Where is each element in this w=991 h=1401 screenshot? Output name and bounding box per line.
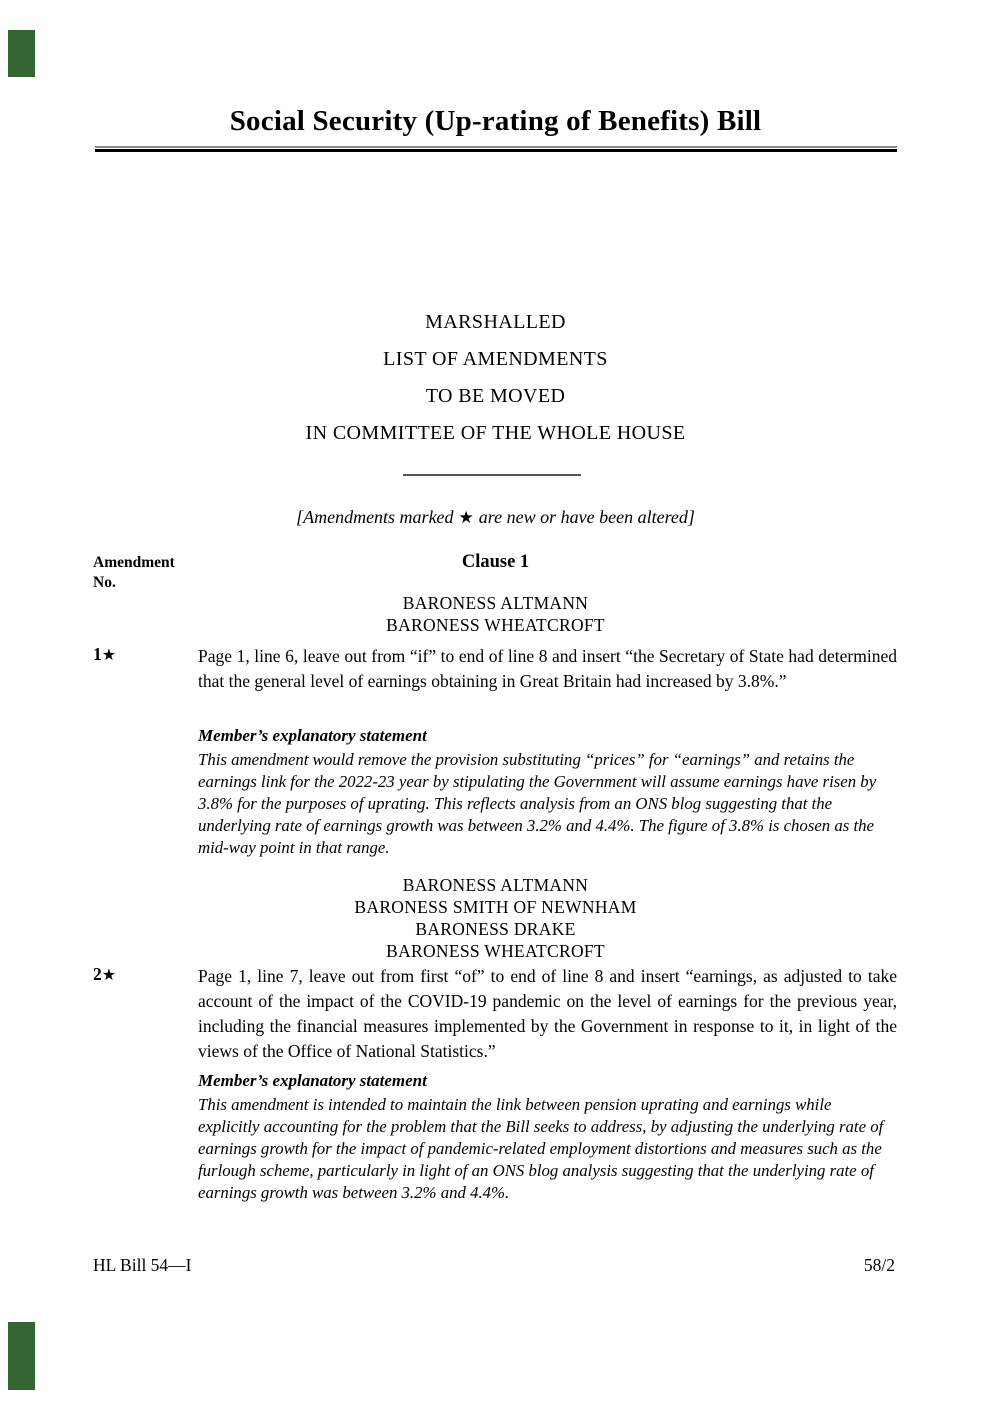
amendment-2-explanatory-heading: Member’s explanatory statement <box>198 1071 427 1090</box>
amendment-1-text: Page 1, line 6, leave out from “if” to end of line 8 and insert “the Secretary of State had determined that the general level of earnings obtaining in Great Britain had increased by 3.8%.” <box>198 646 897 691</box>
title-rule-thin-line <box>95 146 897 148</box>
new-amendment-star-icon: ★ <box>101 967 117 984</box>
sponsor-name: BARONESS DRAKE <box>415 919 576 939</box>
heading-list-of-amendments: LIST OF AMENDMENTS <box>383 348 608 370</box>
star-note-suffix: are new or have been altered] <box>478 507 695 527</box>
sponsor-name: BARONESS ALTMANN <box>402 593 589 613</box>
amendment-2-explanatory-text: This amendment is intended to maintain the link between pension uprating and earnings while explicitly accounting for the problem that the Bill seeks to address, by adjusting the underlying rate of earnings growth for the impact of pandemic-related employment distortions and measures such as the furlough scheme, particularly in light of an ONS blog analysis suggesting that the underlying rate of earnings growth was between 3.2% and 4.4%. <box>198 1095 884 1202</box>
session-reference: 58/2 <box>863 1255 895 1275</box>
amendment-label-line1: Amendment <box>93 554 175 571</box>
star-note-prefix: [Amendments marked <box>296 507 454 527</box>
amendment-2-sponsors <box>0 874 991 962</box>
bill-reference: HL Bill 54—I <box>93 1255 192 1275</box>
amendment-label-line2: No. <box>93 574 116 591</box>
clause-heading: Clause 1 <box>461 552 530 572</box>
title-double-rule <box>95 146 897 152</box>
amendment-1-number <box>93 644 116 665</box>
star-icon: ★ <box>458 508 474 527</box>
amendment-number-text: 2 <box>93 964 102 984</box>
sponsor-name: BARONESS WHEATCROFT <box>386 941 605 961</box>
heading-marshalled: MARSHALLED <box>425 311 566 333</box>
amendment-2-number <box>93 964 116 985</box>
heading-to-be-moved: TO BE MOVED <box>425 385 566 407</box>
document-headings <box>0 304 991 452</box>
amendment-2 <box>0 964 991 1064</box>
sponsor-name: BARONESS WHEATCROFT <box>386 615 605 635</box>
amendment-2-text: Page 1, line 7, leave out from first “of” to end of line 8 and insert “earnings, as adjusted to take account of the impact of the COVID-19 pandemic on the level of earnings for the previous year, including the financial measures implemented by the Government in response to it, in light of the views of the Office of National Statistics.” <box>198 966 897 1061</box>
section-divider-rule <box>403 474 581 476</box>
amendment-1-sponsors <box>0 592 991 636</box>
sponsor-name: BARONESS SMITH OF NEWNHAM <box>354 897 637 917</box>
bill-title: Social Security (Up-rating of Benefits) Bill <box>229 105 762 137</box>
new-amendment-star-icon: ★ <box>101 647 117 664</box>
amendment-1-explanatory-text: This amendment would remove the provision substituting “prices” for “earnings” and retains the earnings link for the 2022-23 year by stipulating the Government will assume earnings have risen by 3.8% for the purposes of uprating. This reflects analysis from an ONS blog suggesting that the underlying rate of earnings growth was between 3.2% and 4.4%. The figure of 3.8% is chosen as the mid-way point in that range. <box>198 750 877 857</box>
amendment-number-text: 1 <box>93 644 102 664</box>
title-rule-thick-line <box>95 149 897 152</box>
amendment-1-explanatory-heading: Member’s explanatory statement <box>198 726 427 745</box>
sponsor-name: BARONESS ALTMANN <box>402 875 589 895</box>
amendment-1 <box>0 644 991 694</box>
star-legend-note <box>0 507 991 528</box>
heading-committee: IN COMMITTEE OF THE WHOLE HOUSE <box>305 422 686 444</box>
print-registration-mark-bottom <box>8 1322 35 1390</box>
print-registration-mark-top <box>8 30 35 77</box>
